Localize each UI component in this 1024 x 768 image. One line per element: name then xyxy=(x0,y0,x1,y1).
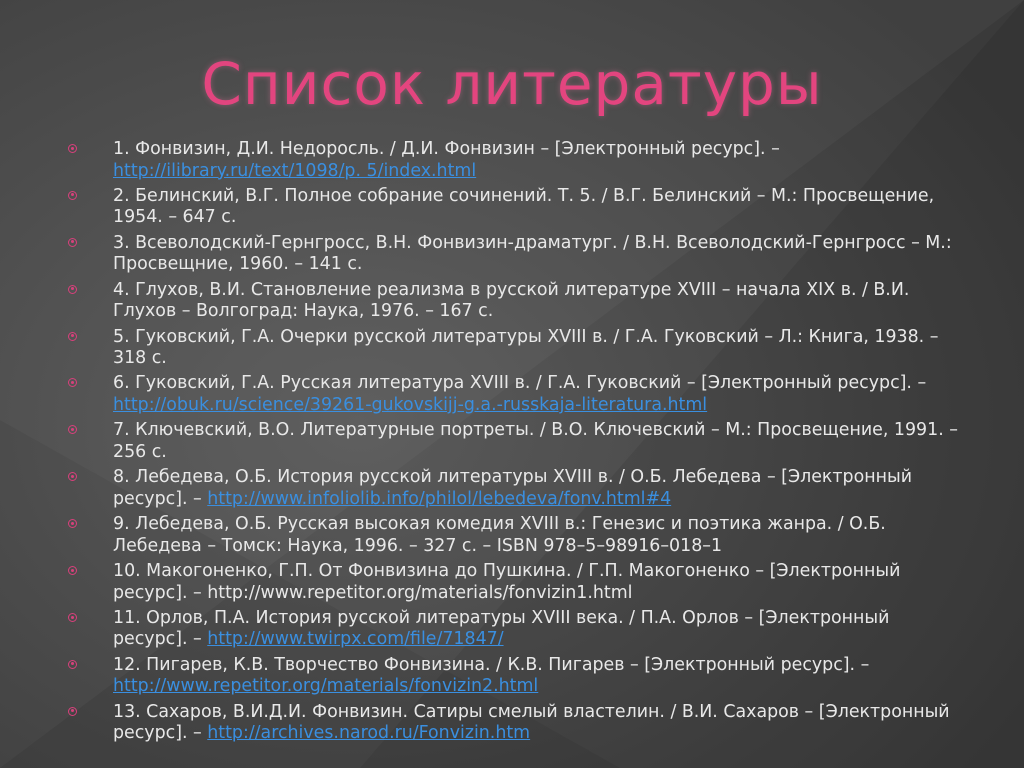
reference-item xyxy=(68,420,968,463)
reference-item xyxy=(68,608,968,651)
reference-text: 6. Гуковский, Г.А. Русская литература XVIII в. / Г.А. Гуковский – [Электронный ресурс]. – xyxy=(113,373,927,394)
reference-list xyxy=(68,139,968,749)
reference-item xyxy=(68,373,968,416)
reference-text: 3. Всеволодский-Гернгросс, В.Н. Фонвизин-драматург. / В.Н. Всеволодский-Гернгросс – М.: Просвещние, 1960. – 141 с. xyxy=(113,232,952,275)
reference-text: 2. Белинский, В.Г. Полное собрание сочинений. Т. 5. / В.Г. Белинский – М.: Просвещение, 1954. – 647 с. xyxy=(113,185,935,228)
bullet-icon xyxy=(68,378,77,387)
reference-text: 1. Фонвизин, Д.И. Недоросль. / Д.И. Фонвизин – [Электронный ресурс]. – xyxy=(113,139,780,159)
reference-text: 10. Макогоненко, Г.П. От Фонвизина до Пушкина. / Г.П. Макогоненко – [Электронный ресурс]. – http://www.repetitor.org/materials/fonvizin1.html xyxy=(113,561,901,603)
reference-link[interactable]: http://www.twirpx.com/file/71847/ xyxy=(207,629,504,650)
reference-link[interactable]: http://www.infoliolib.info/philol/lebedeva/fonv.html#4 xyxy=(207,488,672,509)
reference-text: 12. Пигарев, К.В. Творчество Фонвизина. / К.В. Пигарев – [Электронный ресурс]. – xyxy=(113,654,870,675)
reference-link[interactable]: http://www.repetitor.org/materials/fonvizin2.html xyxy=(113,676,539,697)
bullet-icon xyxy=(68,191,77,200)
reference-item xyxy=(68,280,968,323)
bullet-icon xyxy=(68,285,77,294)
slide-title: Список литературы xyxy=(201,50,823,118)
reference-item xyxy=(68,327,968,370)
reference-text: 5. Гуковский, Г.А. Очерки русской литературы XVIII в. / Г.А. Гуковский – Л.: Книга, 1938. – 318 с. xyxy=(113,326,939,369)
reference-text: 7. Ключевский, В.О. Литературные портреты. / В.О. Ключевский – М.: Просвещение, 1991. – 256 с. xyxy=(113,420,958,462)
reference-text: 13. Сахаров, В.И.Д.И. Фонвизин. Сатиры смелый властелин. / В.И. Сахаров – [Электронный ресурс]. – xyxy=(113,701,950,744)
bullet-icon xyxy=(68,472,77,481)
reference-item xyxy=(68,233,968,276)
reference-text: 4. Глухов, В.И. Становление реализма в русской литературе XVIII – начала XIX в. / В.И. Глухов – Волгоград: Наука, 1976. – 167 с. xyxy=(113,279,910,322)
reference-item xyxy=(68,655,968,698)
bullet-icon xyxy=(68,519,77,528)
bullet-icon xyxy=(68,144,77,153)
reference-item xyxy=(68,467,968,510)
reference-item xyxy=(68,702,968,745)
reference-text: 11. Орлов, П.А. История русской литературы XVIII века. / П.А. Орлов – [Электронный ресурс]. – xyxy=(113,607,890,650)
reference-text: 8. Лебедева, О.Б. История русской литературы XVIII в. / О.Б. Лебедева – [Электронный ресурс]. – xyxy=(113,467,913,509)
bullet-icon xyxy=(68,425,77,434)
reference-text: 9. Лебедева, О.Б. Русская высокая комедия XVIII в.: Генезис и поэтика жанра. / О.Б. Лебедева – Томск: Наука, 1996. – 327 с. – ISBN 978–5–98916–018–1 xyxy=(113,514,886,556)
reference-link[interactable]: http://archives.narod.ru/Fonvizin.htm xyxy=(207,723,531,744)
bullet-icon xyxy=(68,332,77,341)
reference-link[interactable]: http://obuk.ru/science/39261-gukovskijj-g.a.-russkaja-literatura.html xyxy=(113,394,708,415)
bullet-icon xyxy=(68,613,77,622)
reference-link[interactable]: http://ilibrary.ru/text/1098/p. 5/index.html xyxy=(113,160,477,181)
bullet-icon xyxy=(68,566,77,575)
reference-item xyxy=(68,186,968,229)
bullet-icon xyxy=(68,660,77,669)
reference-item xyxy=(68,514,968,557)
bullet-icon xyxy=(68,238,77,247)
reference-item xyxy=(68,561,968,604)
reference-item xyxy=(68,139,968,182)
bullet-icon xyxy=(68,707,77,716)
